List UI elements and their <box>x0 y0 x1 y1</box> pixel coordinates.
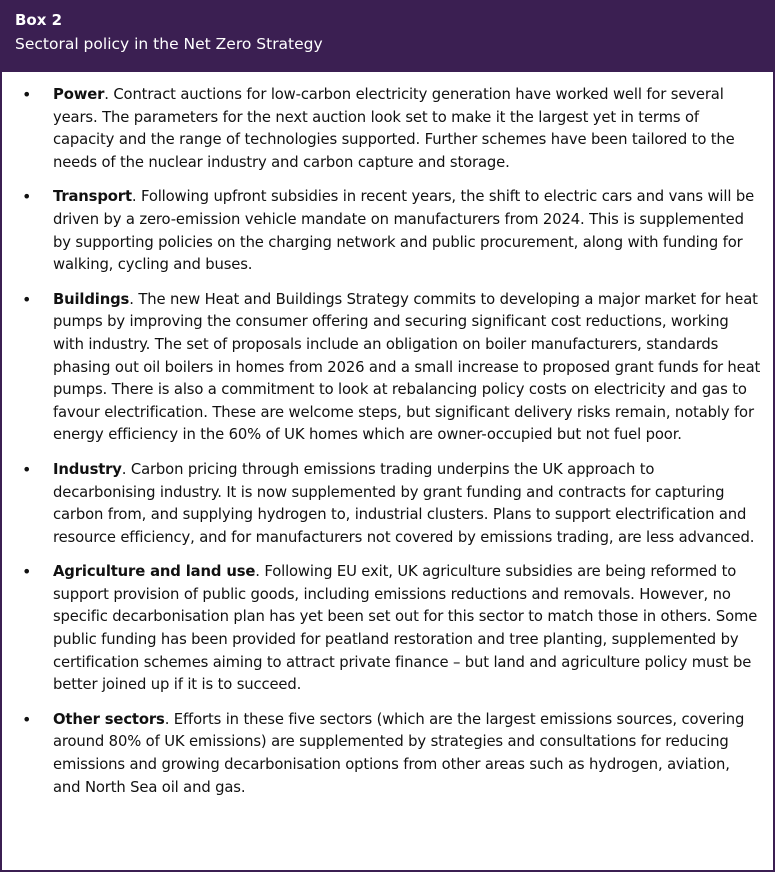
list-item-power <box>2 84 761 174</box>
item-heading: Transport <box>53 188 132 206</box>
item-text: . Contract auctions for low-carbon electricity generation have worked well for several years. The parameters for the next auction look set to make it the largest yet in terms of capacity and the range of technologies supported. Further schemes have been tailored to the needs of the nuclear industry and carbon capture and storage. <box>53 86 735 171</box>
bullet-icon: • <box>22 289 32 309</box>
item-heading: Other sectors <box>53 710 165 728</box>
bullet-icon: • <box>22 459 32 479</box>
item-heading: Buildings <box>53 290 130 308</box>
bullet-icon: • <box>22 562 32 582</box>
item-text: . Following upfront subsidies in recent years, the shift to electric cars and vans will be driven by a zero-emission vehicle mandate on manufacturers from 2024. This is supplemented by supporting policies on the charging network and public procurement, along with funding for walking, cycling and buses. <box>53 188 755 274</box>
item-text: . Efforts in these five sectors (which are the largest emissions sources, covering around 80% of UK emissions) are supplemented by strategies and consultations for reducing emissions and growing decarbonisation options from other areas such as hydrogen, aviation, and North Sea oil and gas. <box>53 710 745 796</box>
box-title: Sectoral policy in the Net Zero Strategy <box>15 35 323 53</box>
bullet-icon: • <box>22 85 32 104</box>
sector-list <box>2 72 773 799</box>
item-text: . The new Heat and Buildings Strategy commits to developing a major market for heat pumps by improving the consumer offering and securing significant cost reductions, working with industry. The set of proposals include an obligation on boiler manufacturers, standards phasing out oil boilers in homes from 2026 and a small increase to proposed grant funds for heat pumps. There is also a commitment to look at rebalancing policy costs on electricity and gas to favour electrification. These are welcome steps, but significant delivery risks remain, notably for energy efficiency in the 60% of UK homes which are owner-occupied but not fuel poor. <box>53 290 761 444</box>
item-text: . Following EU exit, UK agriculture subsidies are being reformed to support provision of public goods, including emissions reductions and removals. However, no specific decarbonisation plan has yet been set out for this sector to match those in others. Some public funding has been provided for peatland restoration and tree planting, supplemented by certification schemes aiming to attract private finance – but land and agriculture policy must be better joined up if it is to succeed. <box>53 563 758 694</box>
list-item-agriculture <box>2 561 761 697</box>
list-item-other-sectors <box>2 709 761 799</box>
bullet-icon: • <box>22 187 32 207</box>
item-text: . Carbon pricing through emissions trading underpins the UK approach to decarbonising industry. It is now supplemented by grant funding and contracts for capturing carbon from, and supplying hydrogen to, industrial clusters. Plans to support electrification and resource efficiency, and for manufacturers not covered by emissions trading, are less advanced. <box>53 460 755 546</box>
box-header <box>2 2 773 72</box>
box-label: Box 2 <box>15 11 63 29</box>
list-item-transport <box>2 186 761 276</box>
item-heading: Power <box>53 86 105 103</box>
list-item-industry <box>2 459 761 549</box>
item-heading: Industry <box>53 460 122 478</box>
item-heading: Agriculture and land use <box>53 563 256 581</box>
list-item-buildings <box>2 289 761 447</box>
bullet-icon: • <box>22 709 32 729</box>
